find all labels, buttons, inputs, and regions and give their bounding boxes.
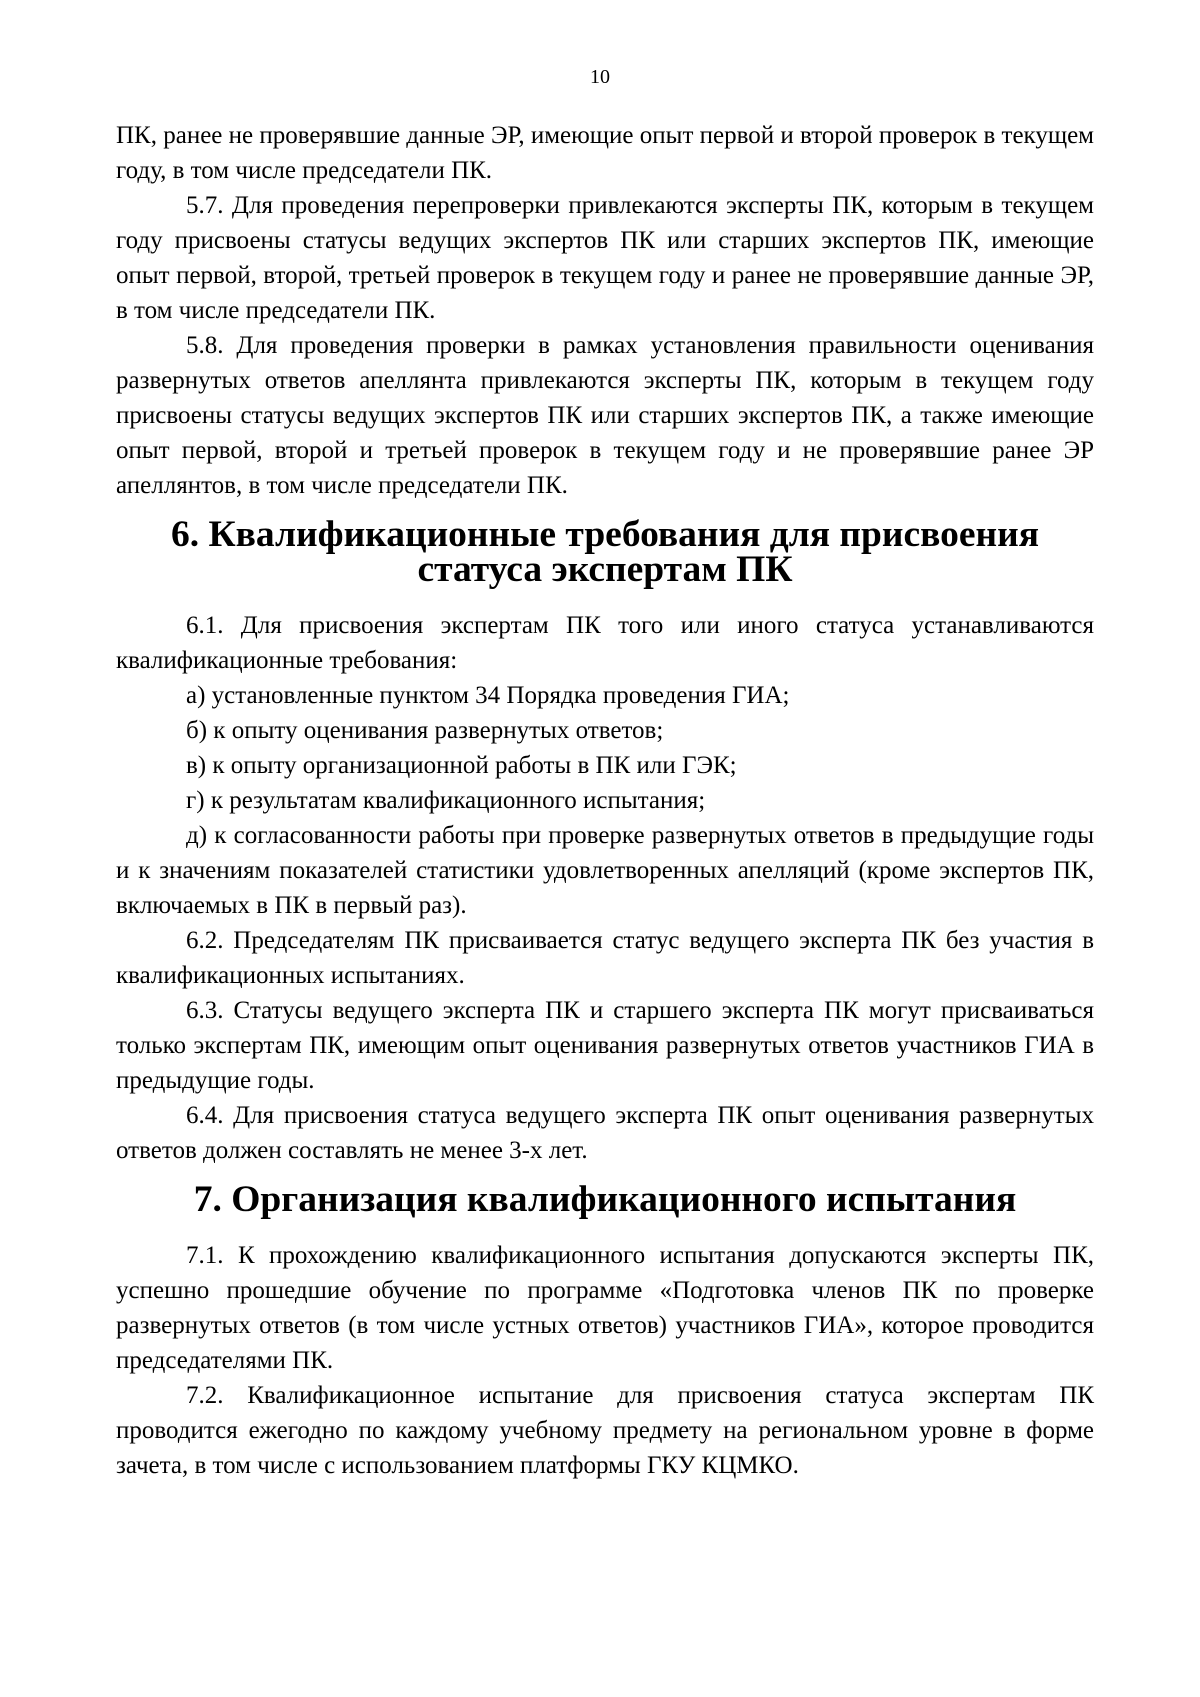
paragraph-7-2: 7.2. Квалификационное испытание для присвоения статуса экспертам ПК проводится ежегодно по каждому учебному предмету на региональном уровне в форме зачета, в том числе с использованием платформы ГКУ КЦМКО. <box>116 1382 1094 1479</box>
paragraph-5-8: 5.8. Для проведения проверки в рамках установления правильности оценивания развернутых ответов апеллянта привлекаются эксперты ПК, которым в текущем году присвоены статусы ведущих экспертов ПК или старших экспертов ПК, а также имеющие опыт первой, второй и третьей проверок в текущем году и не проверявшие ранее ЭР апеллянтов, в том числе председатели ПК. <box>116 332 1094 499</box>
section-7-heading: 7. Организация квалификационного испытания <box>193 1179 1017 1220</box>
page-number: 10 <box>590 66 610 88</box>
paragraph-7-1: 7.1. К прохождению квалификационного испытания допускаются эксперты ПК, успешно прошедшие обучение по программе «Подготовка членов ПК по проверке развернутых ответов (в том числе устных ответов) участников ГИА», которое проводится председателями ПК. <box>116 1242 1094 1374</box>
list-item-v: в) к опыту организационной работы в ПК или ГЭК; <box>186 752 737 779</box>
list-item-b: б) к опыту оценивания развернутых ответов; <box>186 717 664 744</box>
section-6-heading: 6. Квалификационные требования для присвоения статуса экспертам ПК <box>170 514 1040 590</box>
paragraph-5-7: 5.7. Для проведения перепроверки привлекаются эксперты ПК, которым в текущем году присвоены статусы ведущих экспертов ПК или старших экспертов ПК, имеющие опыт первой, второй, третьей проверок в текущем году и ранее не проверявшие данные ЭР, в том числе председатели ПК. <box>116 192 1094 324</box>
paragraph-continuation: ПК, ранее не проверявшие данные ЭР, имеющие опыт первой и второй проверок в текущем году, в том числе председатели ПК. <box>116 122 1094 184</box>
list-item-g: г) к результатам квалификационного испытания; <box>186 787 706 814</box>
list-item-a: а) установленные пунктом 34 Порядка проведения ГИА; <box>186 682 790 709</box>
paragraph-6-3: 6.3. Статусы ведущего эксперта ПК и старшего эксперта ПК могут присваиваться только экспертам ПК, имеющим опыт оценивания развернутых ответов участников ГИА в предыдущие годы. <box>116 997 1094 1094</box>
paragraph-6-1: 6.1. Для присвоения экспертам ПК того или иного статуса устанавливаются квалификационные требования: <box>116 612 1094 674</box>
list-item-d: д) к согласованности работы при проверке развернутых ответов в предыдущие годы и к значениям показателей статистики удовлетворенных апелляций (кроме экспертов ПК, включаемых в ПК в первый раз). <box>116 822 1094 919</box>
document-body <box>116 118 1094 1483</box>
paragraph-6-4: 6.4. Для присвоения статуса ведущего эксперта ПК опыт оценивания развернутых ответов должен составлять не менее 3-х лет. <box>116 1102 1094 1164</box>
paragraph-6-2: 6.2. Председателям ПК присваивается статус ведущего эксперта ПК без участия в квалификационных испытаниях. <box>116 927 1094 989</box>
